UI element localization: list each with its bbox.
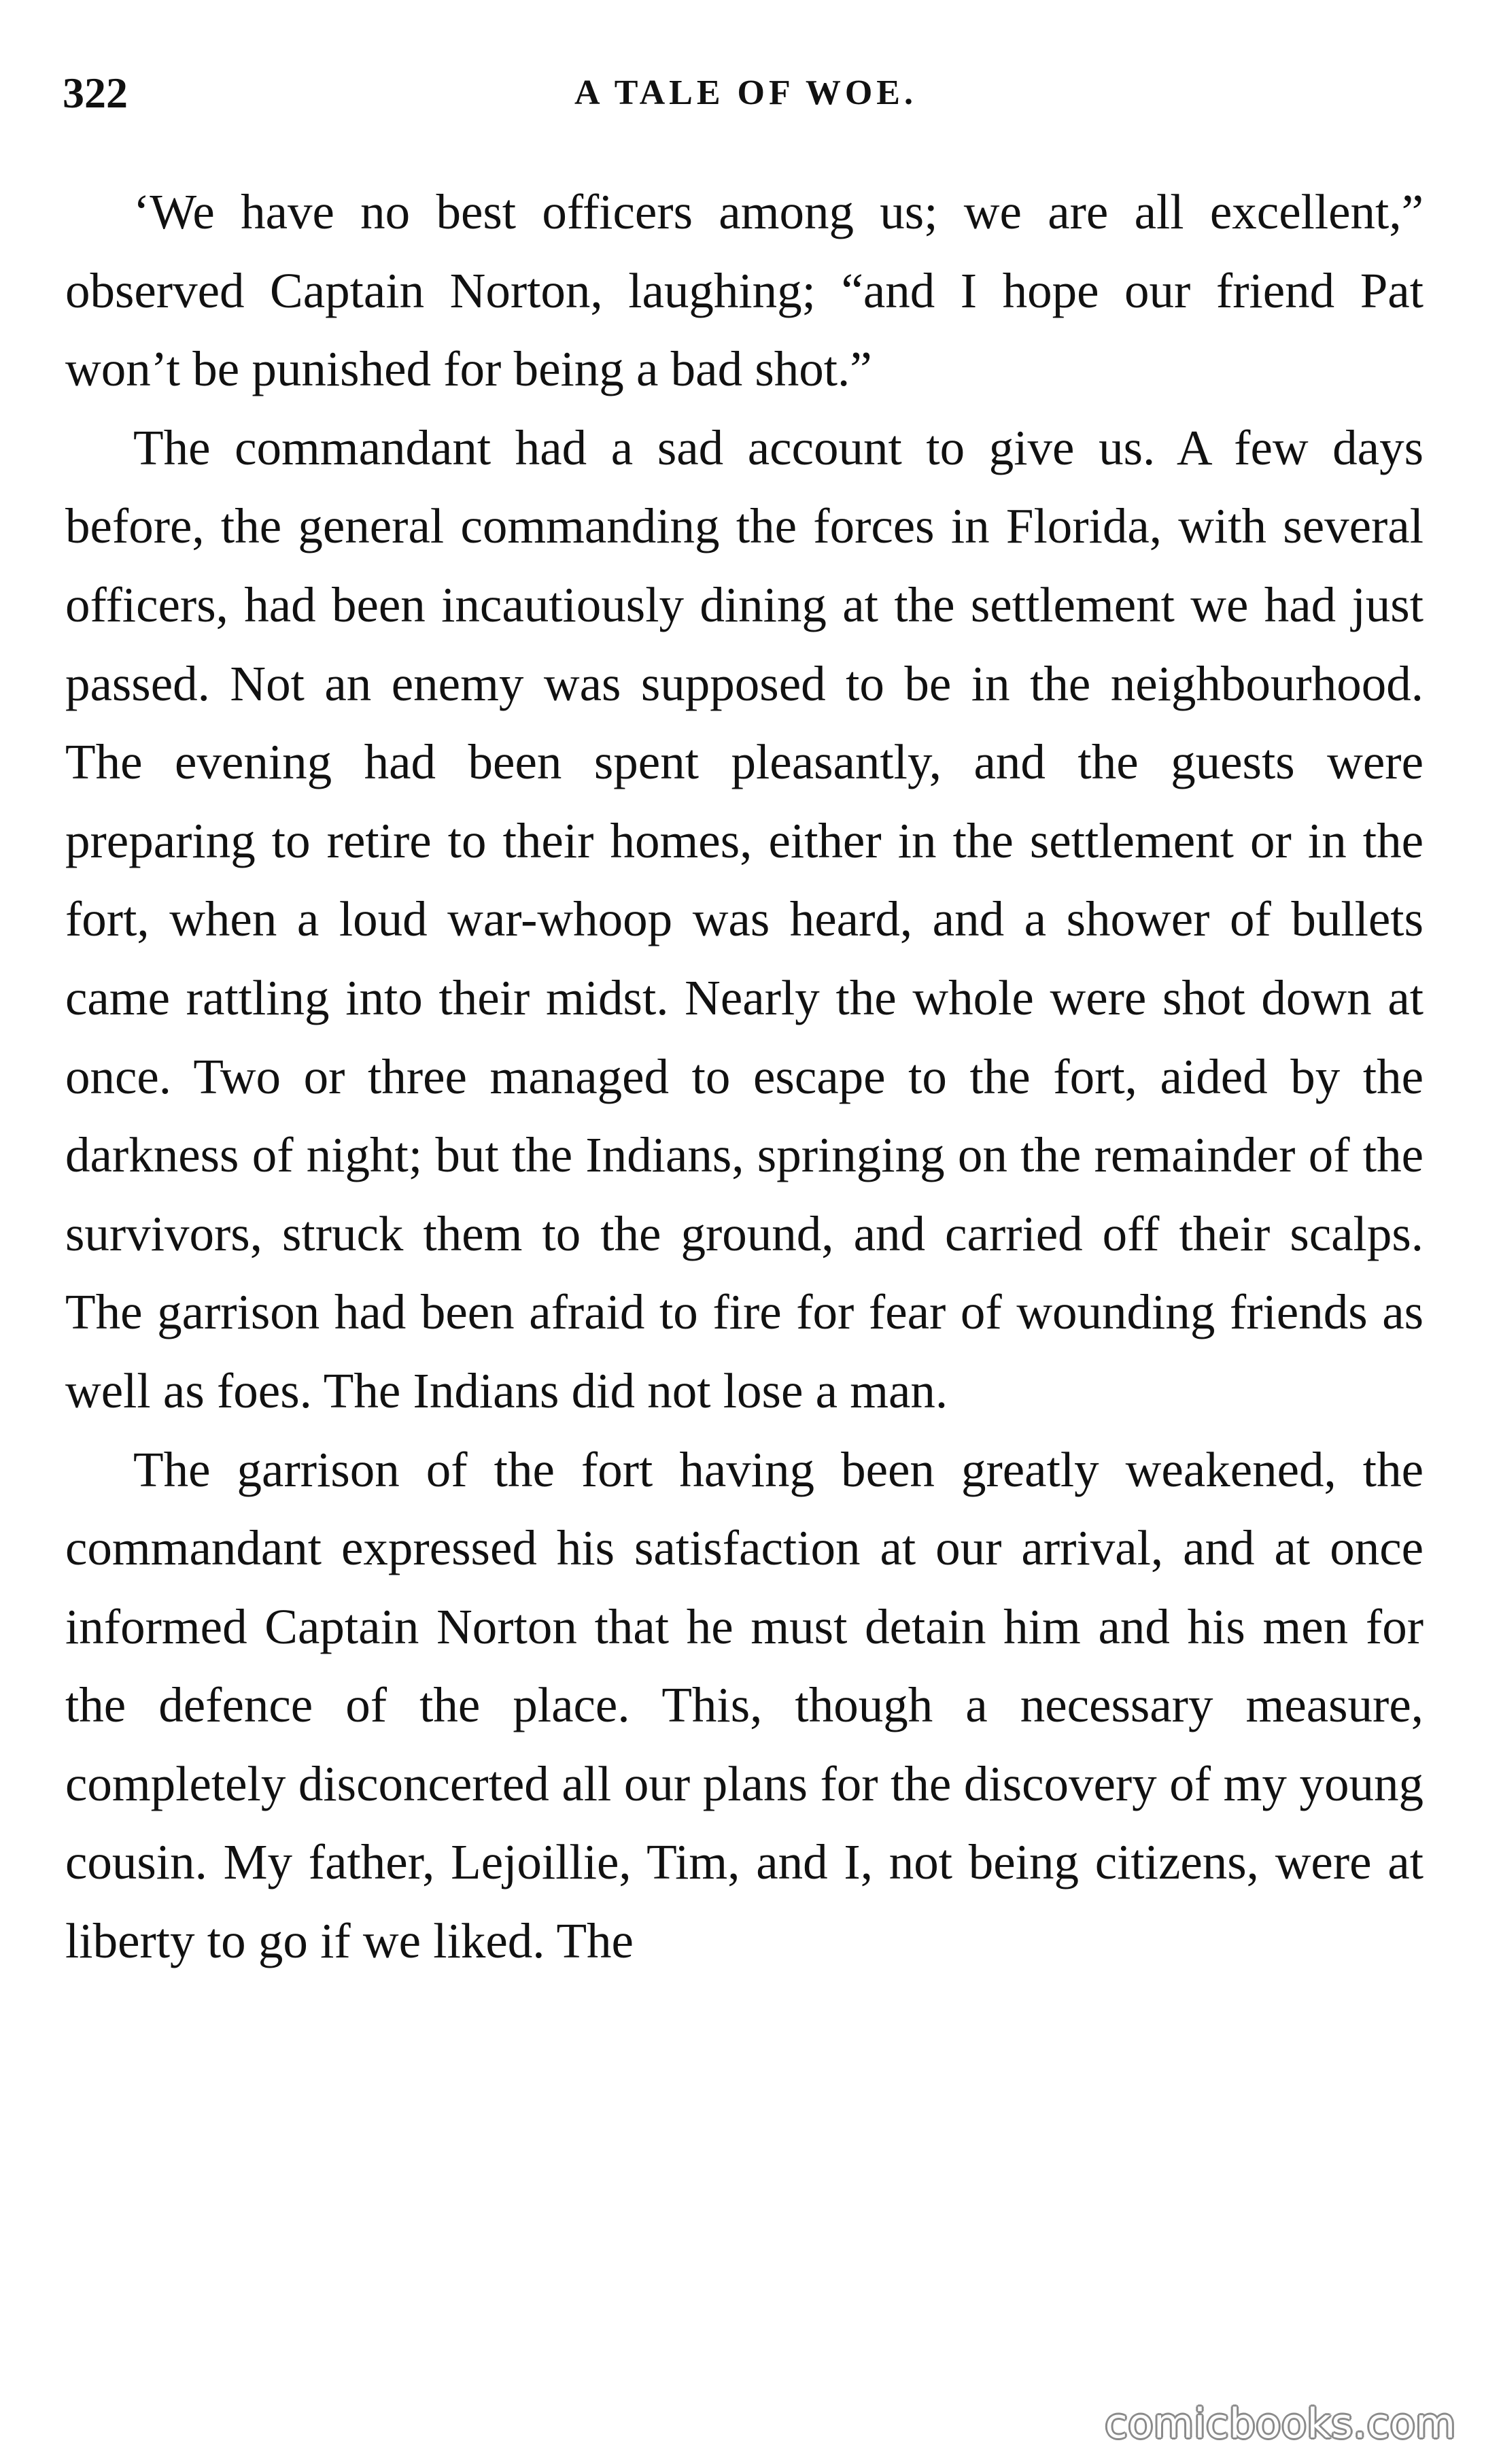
paragraph: ‘We have no best officers among us; we are all excellent,” observed Captain Norton, laughing; “and I hope our friend Pat won’t be punished for being a bad shot.” [65, 184, 1424, 397]
page-header [63, 63, 1429, 124]
running-title: A TALE OF WOE. [574, 73, 917, 112]
page-body [65, 173, 1424, 1981]
paragraph: The commandant had a sad account to give us. A few days before, the general commanding the forces in Florida, with several officers, had been incautiously dining at the settlement we had just passed. Not an enemy was supposed to be in the neighbourhood. The evening had been spent pleasantly, and the guests were preparing to retire to their homes, either in the settlement or in the fort, when a loud war-whoop was heard, and a shower of bullets came rattling into their midst. Nearly the whole were shot down at once. Two or three managed to escape to the fort, aided by the darkness of night; but the Indians, springing on the remainder of the survivors, struck them to the ground, and carried off their scalps. The garrison had been afraid to fire for fear of wounding friends as well as foes. The Indians did not lose a man. [65, 420, 1424, 1418]
watermark: comicbooks.com [1105, 2400, 1456, 2448]
paragraph: The garrison of the fort having been greatly weakened, the commandant expressed his satisfaction at our arrival, and at once informed Captain Norton that he must detain him and his men for the defence of the place. This, though a necessary measure, completely disconcerted all our plans for the discovery of my young cousin. My father, Lejoillie, Tim, and I, not being citizens, were at liberty to go if we liked. The [65, 1441, 1424, 1969]
page-number: 322 [63, 69, 128, 117]
